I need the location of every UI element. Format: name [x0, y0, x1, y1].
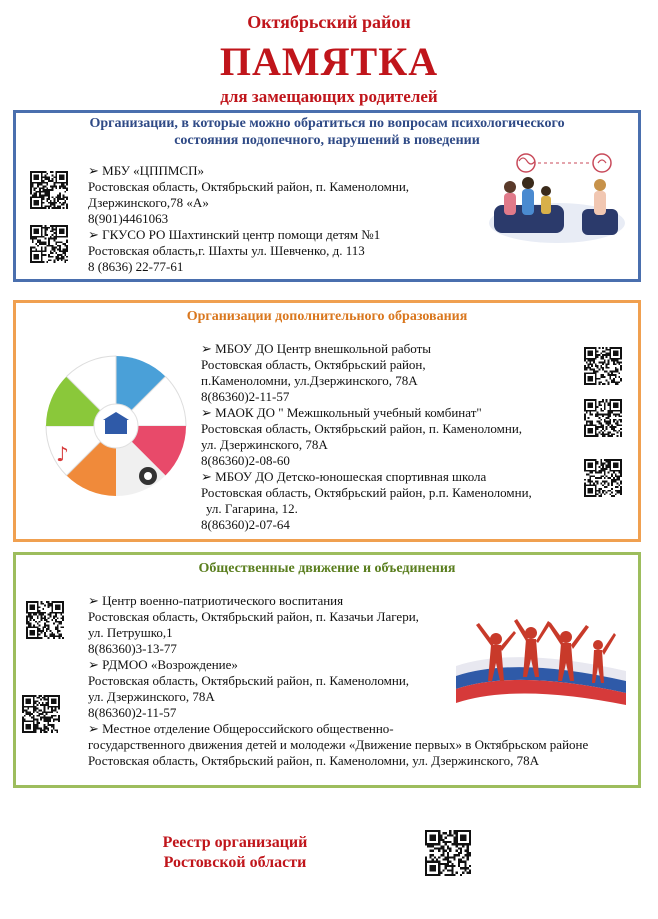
section-movements-title: Общественные движение и объединения — [198, 561, 456, 576]
list-item: ➢ Центр военно-патриотического воспитания — [88, 593, 344, 608]
org-address: ул. Дзержинского, 78А — [88, 689, 215, 704]
org-phone: 8(86360)2-11-57 — [88, 705, 177, 720]
org-phone: 8(86360)2-08-60 — [201, 453, 290, 468]
registry-title: Реестр организаций — [162, 834, 308, 851]
list-item: ➢ РДМОО «Возрождение» — [88, 657, 238, 672]
section-psychology-title-1: Организации, в которые можно обратиться по вопросам психологического — [89, 116, 565, 131]
arrow-bullet-icon: ➢ — [88, 227, 103, 242]
list-item: ➢ Местное отделение Общероссийского общественно- — [88, 721, 394, 736]
arrow-bullet-icon: ➢ — [88, 657, 103, 672]
district-title: Октябрьский район — [247, 12, 411, 32]
org-address: Ростовская область, Октябрьский район, п. Каменоломни, — [201, 421, 523, 436]
youth-flag-illustration — [456, 611, 626, 711]
org-address: Ростовская область, Октябрьский район, — [201, 357, 426, 372]
org-description: государственного движения детей и молодежи «Движение первых» в Октябрьском районе — [88, 737, 589, 752]
qr-code-icon — [30, 225, 68, 263]
org-address: Ростовская область, Октябрьский район, р.п. Каменоломни, — [201, 485, 532, 500]
family-therapy-illustration — [486, 153, 628, 245]
qr-code-icon — [584, 459, 622, 497]
education-wheel-illustration — [41, 351, 191, 501]
arrow-bullet-icon: ➢ — [201, 405, 216, 420]
page-subtitle: для замещающих родителей — [220, 87, 438, 106]
qr-code-icon — [584, 347, 622, 385]
arrow-bullet-icon: ➢ — [88, 593, 103, 608]
org-address: ул. Петрушко,1 — [88, 625, 173, 640]
qr-code-icon — [26, 601, 64, 639]
qr-code-icon — [30, 171, 68, 209]
list-item: ➢ МБУ «ЦППМСП» — [88, 163, 204, 178]
arrow-bullet-icon: ➢ — [201, 341, 216, 356]
page-title: ПАМЯТКА — [219, 39, 439, 84]
org-address: Ростовская область, Октябрьский район, п. Казачьи Лагери, — [88, 609, 419, 624]
org-phone: 8(901)4461063 — [88, 211, 169, 226]
list-item: ➢ МАОК ДО " Межшкольный учебный комбинат" — [201, 405, 482, 420]
org-address: Ростовская область, Октябрьский район, п. Каменоломни, — [88, 673, 410, 688]
section-psychology-title-2: состояния подопечного, нарушений в поведении — [174, 133, 480, 148]
qr-code-icon — [22, 695, 60, 733]
section-education-title: Организации дополнительного образования — [186, 309, 468, 324]
qr-code-icon — [425, 830, 471, 876]
org-phone: 8(86360)2-07-64 — [201, 517, 290, 532]
org-address: Ростовская область, Октябрьский район, п. Каменоломни, — [88, 179, 410, 194]
org-address: ул. Гагарина, 12. — [206, 501, 298, 516]
org-address: Ростовская область,г. Шахты ул. Шевченко, д. 113 — [88, 243, 365, 258]
list-item: ➢ ГКУСО РО Шахтинский центр помощи детям №1 — [88, 227, 381, 242]
org-address: Ростовская область, Октябрьский район, п. Каменоломни, ул. Дзержинского, 78А — [88, 753, 540, 768]
list-item: ➢ МБОУ ДО Центр внешкольной работы — [201, 341, 431, 356]
list-item: ➢ МБОУ ДО Детско-юношеская спортивная школа — [201, 469, 487, 484]
section-movements — [13, 552, 641, 788]
registry-subtitle: Ростовской области — [163, 854, 307, 871]
svg-text:♪: ♪ — [56, 442, 69, 466]
arrow-bullet-icon: ➢ — [88, 163, 103, 178]
arrow-bullet-icon: ➢ — [88, 721, 103, 736]
org-phone: 8 (8636) 22-77-61 — [88, 259, 184, 274]
section-education — [13, 300, 641, 542]
org-address: ул. Дзержинского, 78А — [201, 437, 328, 452]
section-psychology — [13, 110, 641, 282]
qr-code-icon — [584, 399, 622, 437]
arrow-bullet-icon: ➢ — [201, 469, 216, 484]
org-phone: 8(86360)3-13-77 — [88, 641, 177, 656]
org-address: п.Каменоломни, ул.Дзержинского, 78А — [201, 373, 418, 388]
org-address: Дзержинского,78 «А» — [88, 195, 209, 210]
org-phone: 8(86360)2-11-57 — [201, 389, 290, 404]
